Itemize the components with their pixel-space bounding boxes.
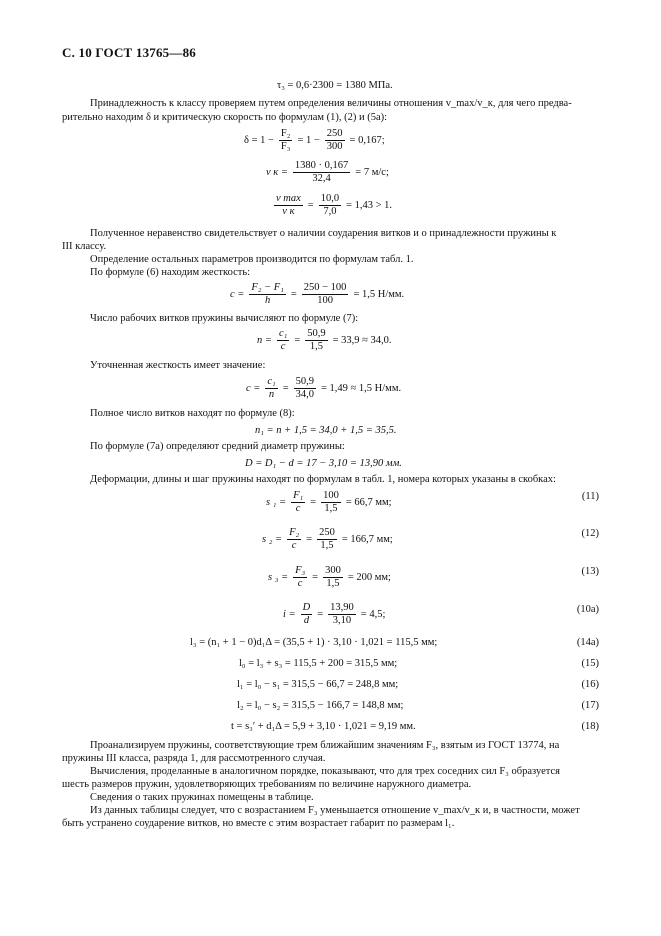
s2-num: F₂ xyxy=(289,527,300,538)
c-den2: 100 xyxy=(317,295,333,306)
c2-lhs: c = xyxy=(246,383,261,394)
c2-den: n xyxy=(268,389,275,400)
n-rhs: = 33,9 ≈ 34,0. xyxy=(332,335,392,346)
refined-stiffness-equation xyxy=(246,376,401,401)
eq-number-11: (11) xyxy=(581,491,599,502)
s2-mid: = xyxy=(306,534,313,545)
n-num2: 50,9 xyxy=(307,328,326,339)
paragraph-inequality-2: III классу. xyxy=(62,241,107,252)
s1-equation xyxy=(266,490,392,515)
ratio-rhs: = 1,43 > 1. xyxy=(346,200,393,211)
delta-lhs: δ = 1 − xyxy=(244,135,274,146)
paragraph-deformations: Деформации, длины и шаг пружины находят по формулам в табл. 1, номера которых указаны в скобках: xyxy=(90,474,556,485)
paragraph-full-coils: Полное число витков находят по формуле (8): xyxy=(90,408,295,419)
ratio-equation xyxy=(272,193,392,218)
eq-number-12: (12) xyxy=(581,528,599,539)
s1-num: F₁ xyxy=(293,490,304,501)
paragraph-table-info: Сведения о таких пружинах помещены в таблице. xyxy=(90,792,314,803)
ratio-num: v max xyxy=(276,193,301,204)
page-header: С. 10 ГОСТ 13765—86 xyxy=(62,45,196,60)
paragraph-refined: Уточненная жесткость имеет значение: xyxy=(90,360,266,371)
i-rhs: = 4,5; xyxy=(360,609,386,620)
i-fraction-2 xyxy=(328,602,356,627)
delta-num: F₂ xyxy=(280,128,291,139)
s2-fraction-2 xyxy=(317,527,337,552)
s3-fraction-2 xyxy=(323,565,343,590)
eq-number-18: (18) xyxy=(581,721,599,732)
stiffness-equation xyxy=(230,282,404,307)
l1-equation: l₁ = l₀ − s₁ = 315,5 − 66,7 = 248,8 мм; xyxy=(237,679,399,690)
n-fraction-1 xyxy=(277,328,289,353)
n-lhs: n = xyxy=(257,335,272,346)
s1-den2: 1,5 xyxy=(324,503,338,514)
ratio-den2: 7,0 xyxy=(323,206,337,217)
delta-num2: 250 xyxy=(326,128,343,139)
c2-mid: = xyxy=(282,383,289,394)
s3-equation xyxy=(268,565,391,590)
paragraph-inequality-1: Полученное неравенство свидетельствует о наличии соударения витков и о принадлежности пружины к xyxy=(90,228,557,239)
tau3-equation: τ₃ = 0,6·2300 = 1380 МПа. xyxy=(277,80,393,91)
n-equation xyxy=(257,328,392,353)
paragraph-calculations-1: Вычисления, проделанные в аналогичном порядке, показывают, что для трех соседних сил F₃ образуется xyxy=(90,766,560,777)
n1-equation: n₁ = n + 1,5 = 34,0 + 1,5 = 35,5. xyxy=(255,425,397,436)
c-num: F₂ − F₁ xyxy=(251,282,284,293)
c2-num2: 50,9 xyxy=(295,376,314,387)
s1-fraction-1 xyxy=(291,490,305,515)
c2-den2: 34,0 xyxy=(295,389,314,400)
paragraph-calculations-2: шесть размеров пружин, удовлетворяющих требованиям по величине наружного диаметра. xyxy=(62,779,472,790)
s3-mid: = xyxy=(312,572,319,583)
s3-den2: 1,5 xyxy=(326,578,340,589)
s1-num2: 100 xyxy=(323,490,339,501)
delta-rhs: = 0,167; xyxy=(349,135,385,146)
s1-rhs: = 66,7 мм; xyxy=(345,497,392,508)
s2-rhs: = 166,7 мм; xyxy=(341,534,393,545)
paragraph-stiffness: По формуле (6) находим жесткость: xyxy=(90,267,251,278)
n-mid: = xyxy=(294,335,301,346)
D-equation: D = D₁ − d = 17 − 3,10 = 13,90 мм. xyxy=(245,458,402,469)
i-fraction-1 xyxy=(301,602,313,627)
paragraph-analysis-1: Проанализируем пружины, соответствующие трем ближайшим значениям F₃, взятым из ГОСТ 13774, на xyxy=(90,740,560,751)
i-num2: 13,90 xyxy=(330,602,354,613)
l2-equation: l₂ = l₀ − s₂ = 315,5 − 166,7 = 148,8 мм; xyxy=(237,700,404,711)
l3-equation: l₃ = (n₁ + 1 − 0)d₁Δ = (35,5 + 1) · 3,10 · 1,021 = 115,5 мм; xyxy=(190,637,438,648)
i-den: d xyxy=(303,615,310,626)
paragraph-conclusion-1: Из данных таблицы следует, что с возрастанием F₃ уменьшается отношение v_max/v_к и, в частности, может xyxy=(90,805,580,816)
i-den2: 3,10 xyxy=(332,615,352,626)
vk-fraction xyxy=(293,160,350,185)
i-equation xyxy=(283,602,385,627)
i-num: D xyxy=(302,602,311,613)
ratio-den: v к xyxy=(282,206,295,217)
eq-number-14a: (14а) xyxy=(576,637,599,648)
vk-rhs: = 7 м/с; xyxy=(355,167,389,178)
eq-number-13: (13) xyxy=(581,566,599,577)
c-rhs: = 1,5 Н/мм. xyxy=(353,289,405,300)
s2-lhs: s ₂ = xyxy=(262,534,283,545)
paragraph-coils: Число рабочих витков пружины вычисляют по формуле (7): xyxy=(90,313,359,324)
vk-lhs: v к = xyxy=(266,167,288,178)
s3-fraction-1 xyxy=(293,565,307,590)
delta-mid: = 1 − xyxy=(297,135,320,146)
c-fraction-1 xyxy=(249,282,285,307)
i-mid: = xyxy=(317,609,324,620)
l0-equation: l₀ = l₃ + s₃ = 115,5 + 200 = 315,5 мм; xyxy=(239,658,398,669)
vk-equation xyxy=(266,160,389,185)
delta-den: F₃ xyxy=(280,141,291,152)
ratio-fraction-1 xyxy=(274,193,303,218)
c-den: h xyxy=(264,295,271,306)
c2-fraction-2 xyxy=(294,376,316,401)
c2-rhs: = 1,49 ≈ 1,5 Н/мм. xyxy=(320,383,402,394)
eq-number-15: (15) xyxy=(581,658,599,669)
ratio-mid: = xyxy=(307,200,314,211)
vk-num: 1380 · 0,167 xyxy=(294,160,349,171)
ratio-num2: 10,0 xyxy=(320,193,340,204)
delta-equation xyxy=(244,128,385,153)
eq-number-16: (16) xyxy=(581,679,599,690)
paragraph-diameter: По формуле (7а) определяют средний диаметр пружины: xyxy=(90,441,345,452)
n-num: c₁ xyxy=(278,328,288,339)
s3-num2: 300 xyxy=(325,565,341,576)
s3-rhs: = 200 мм; xyxy=(347,572,391,583)
eq-number-10a: (10а) xyxy=(576,604,599,615)
n-den2: 1,5 xyxy=(309,341,323,352)
i-lhs: i = xyxy=(283,609,296,620)
c-mid: = xyxy=(290,289,297,300)
s2-den2: 1,5 xyxy=(320,540,334,551)
s1-lhs: s ₁ = xyxy=(266,497,287,508)
c2-num: c₁ xyxy=(267,376,276,387)
c-num2: 250 − 100 xyxy=(303,282,347,293)
paragraph-class-check-2: рительно находим δ и критическую скорость по формулам (1), (2) и (5а): xyxy=(62,112,388,123)
s2-fraction-1 xyxy=(287,527,301,552)
paragraph-params: Определение остальных параметров производится по формулам табл. 1. xyxy=(90,254,414,265)
delta-fraction-2 xyxy=(325,128,345,153)
n-fraction-2 xyxy=(305,328,327,353)
s2-equation xyxy=(262,527,393,552)
paragraph-analysis-2: пружины III класса, разряда 1, для рассмотренного случая. xyxy=(62,753,326,764)
delta-den2: 300 xyxy=(326,141,343,152)
s2-num2: 250 xyxy=(319,527,335,538)
s1-den: c xyxy=(295,503,301,514)
s2-den: c xyxy=(291,540,297,551)
paragraph-conclusion-2: быть устранено соударение витков, но вместе с этим возрастает габарит по размерам l₁. xyxy=(62,818,455,829)
t-equation: t = s₃′ + d₁Δ = 5,9 + 3,10 · 1,021 = 9,19 мм. xyxy=(231,721,416,732)
n-den: c xyxy=(280,341,286,352)
ratio-fraction-2 xyxy=(319,193,341,218)
c-fraction-2 xyxy=(302,282,349,307)
delta-fraction-1 xyxy=(279,128,293,153)
s1-mid: = xyxy=(310,497,317,508)
c2-fraction-1 xyxy=(265,376,277,401)
s3-num: F₃ xyxy=(295,565,306,576)
paragraph-class-check-1: Принадлежность к классу проверяем путем определения величины отношения v_max/v_к, для чего предва- xyxy=(90,98,572,109)
s1-fraction-2 xyxy=(321,490,341,515)
c-lhs: c = xyxy=(230,289,245,300)
s3-den: c xyxy=(297,578,303,589)
eq-number-17: (17) xyxy=(581,700,599,711)
s3-lhs: s ₃ = xyxy=(268,572,289,583)
vk-den: 32,4 xyxy=(312,173,331,184)
